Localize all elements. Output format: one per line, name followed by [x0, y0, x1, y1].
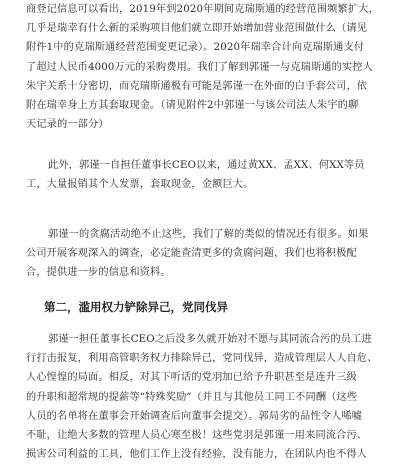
- paragraph-invoice-reimbursement: [26, 156, 404, 194]
- paragraph-abuse-of-power: [26, 330, 404, 464]
- text-line: 损害公司利益的工具，他们工作上没有经验，没有能力，在团队内也不得人: [26, 449, 368, 461]
- text-line: 了超过人民币4000万元的采购费用。我们了解到郭谨一与克瑞斯通的实控人: [26, 61, 373, 73]
- paragraph-further-corruption: [26, 225, 404, 283]
- text-line: 合，提供进一步的信息和资料。: [26, 267, 171, 279]
- text-line: 郭谨一担任董事长CEO之后没多久就开始对不愿与其同流合污的员工进: [48, 334, 372, 345]
- text-line: 商登记信息可以看出，2019年到2020年期间克瑞斯通的经营范围频繁扩大，: [26, 4, 379, 15]
- section-heading: 第二，滥用权力铲除异己，党同伐异: [44, 300, 228, 314]
- paragraph-kruisetone-procurement: [26, 0, 404, 134]
- text-line: 工，大量报销其个人发票，套取现金，金额巨大。: [26, 179, 254, 191]
- text-line: 此外，郭谨一自担任董事长CEO以来，通过黄XX、孟XX、何XX等员: [48, 160, 365, 171]
- text-line: 的升职和超常规的提薪等“特殊奖励”（并且与其他员工同工不同酬（这些: [26, 391, 358, 403]
- text-line: 附在瑞幸身上方其套取现金。（请见附件2中郭谨一与该公司法人朱宇的聊: [26, 99, 359, 111]
- text-line: 人心惶惶的局面。相反，对其下听话的党羽加已给予升职甚至是连升三级: [26, 372, 357, 384]
- text-line: 天记录的一部分）: [26, 119, 109, 131]
- text-line: 人员的名单将在董事会开始调查后向董事会提交）。郭局劣的品性令人唏嘘: [26, 410, 363, 422]
- text-line: 几乎是瑞幸有什么新的采购项目他们就立即开始增加营业范围做什么（请见: [26, 23, 368, 35]
- text-line: 不耻，让绝大多数的管理人员心寒至极！这些党羽是郭谨一用来同流合污、: [26, 429, 368, 441]
- text-line: 附件1中的克瑞斯通经营范围变更记录）。2020年瑞幸合计向克瑞斯通支付: [26, 42, 365, 54]
- text-line: 朱宇关系十分密切，而克瑞斯通极有可能是郭谨一在外面的白手套公司，依: [26, 80, 368, 92]
- text-line: 郭谨一的贪腐活动绝不止这些，我们了解的类似的情况还有很多。如果: [48, 229, 369, 240]
- text-line: 行打击报复，利用高管职务权力排除异己，党同伐异，造成管理层人人自危、: [26, 353, 378, 365]
- text-line: 公司开展客观深入的调查，必定能查清更多的贪腐问题，我们也将积极配: [26, 248, 357, 260]
